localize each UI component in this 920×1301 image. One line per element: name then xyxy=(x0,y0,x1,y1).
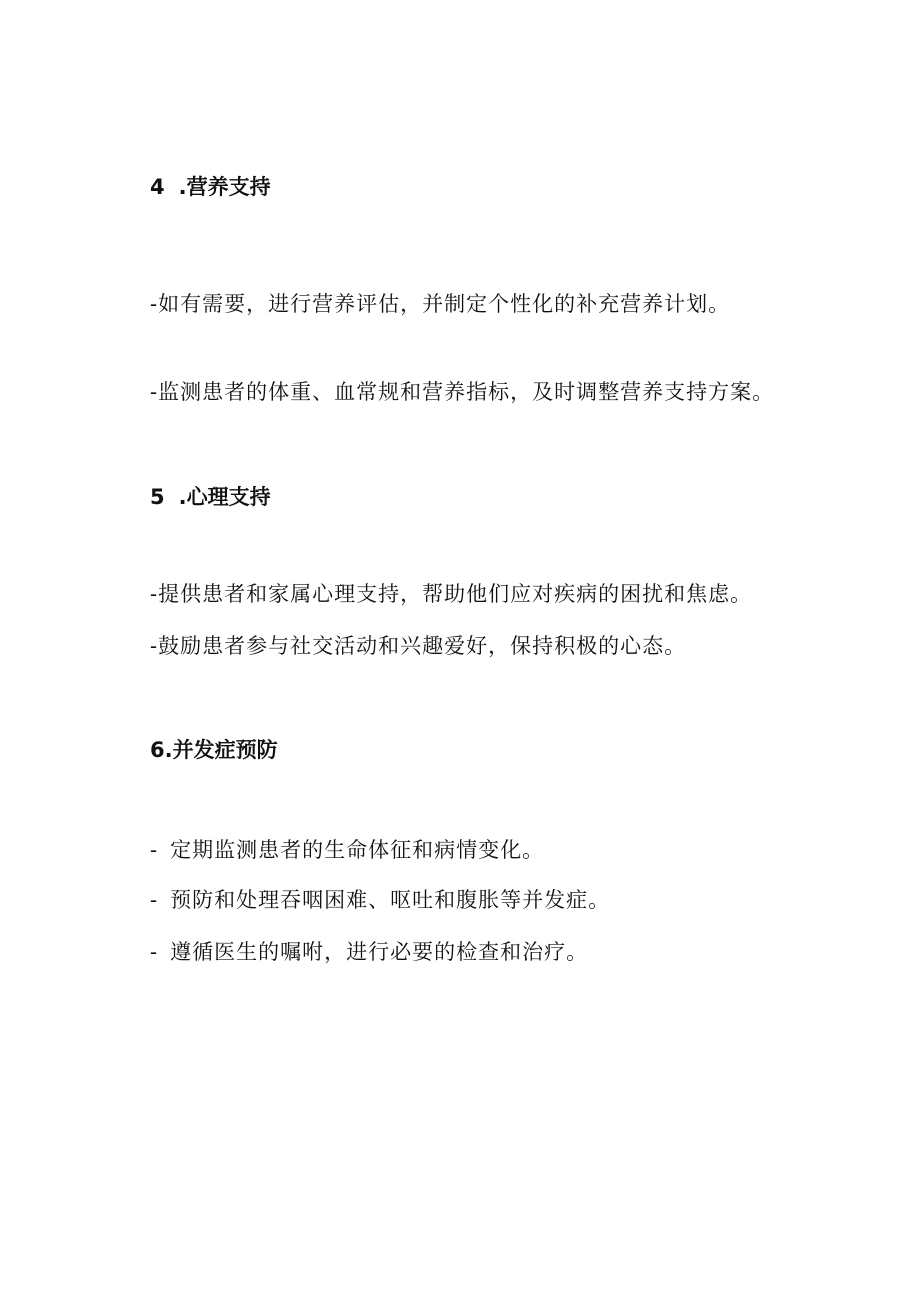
section-6-item-3-text: 遵循医生的嘱咐，进行必要的检查和治疗。 xyxy=(170,940,589,964)
section-4-title: .营养支持 xyxy=(178,175,271,199)
bullet-dash: - xyxy=(150,940,159,964)
section-4-item-2-text: 监测患者的体重、血常规和营养指标，及时调整营养支持方案。 xyxy=(158,380,775,404)
section-4-number: 4 xyxy=(150,175,165,199)
section-6-title: .并发症预防 xyxy=(164,738,278,762)
section-4-heading xyxy=(150,174,271,200)
section-5-heading xyxy=(150,484,271,510)
bullet-dash: - xyxy=(150,582,159,606)
section-5-number: 5 xyxy=(150,485,165,509)
bullet-dash: - xyxy=(150,634,159,658)
section-6-item-1-text: 定期监测患者的生命体征和病情变化。 xyxy=(170,838,545,862)
section-5-item-2-text: 鼓励患者参与社交活动和兴趣爱好，保持积极的心态。 xyxy=(158,634,687,658)
section-6-item-2-text: 预防和处理吞咽困难、呕吐和腹胀等并发症。 xyxy=(170,888,611,912)
section-4-item-1-text: 如有需要，进行营养评估，并制定个性化的补充营养计划。 xyxy=(158,292,731,316)
section-5-item-1 xyxy=(150,580,752,608)
section-6-item-3 xyxy=(150,938,588,966)
bullet-dash: - xyxy=(150,838,159,862)
bullet-dash: - xyxy=(150,292,159,316)
section-5-item-1-text: 提供患者和家属心理支持，帮助他们应对疾病的困扰和焦虑。 xyxy=(158,582,753,606)
section-4-item-2 xyxy=(150,378,774,406)
bullet-dash: - xyxy=(150,380,159,404)
section-5-item-2 xyxy=(150,632,686,660)
bullet-dash: - xyxy=(150,888,159,912)
section-6-item-1 xyxy=(150,836,544,864)
section-5-title: .心理支持 xyxy=(178,485,271,509)
section-4-item-1 xyxy=(150,290,730,318)
section-6-heading xyxy=(150,737,278,763)
section-6-number: 6 xyxy=(150,738,165,762)
section-6-item-2 xyxy=(150,886,610,914)
